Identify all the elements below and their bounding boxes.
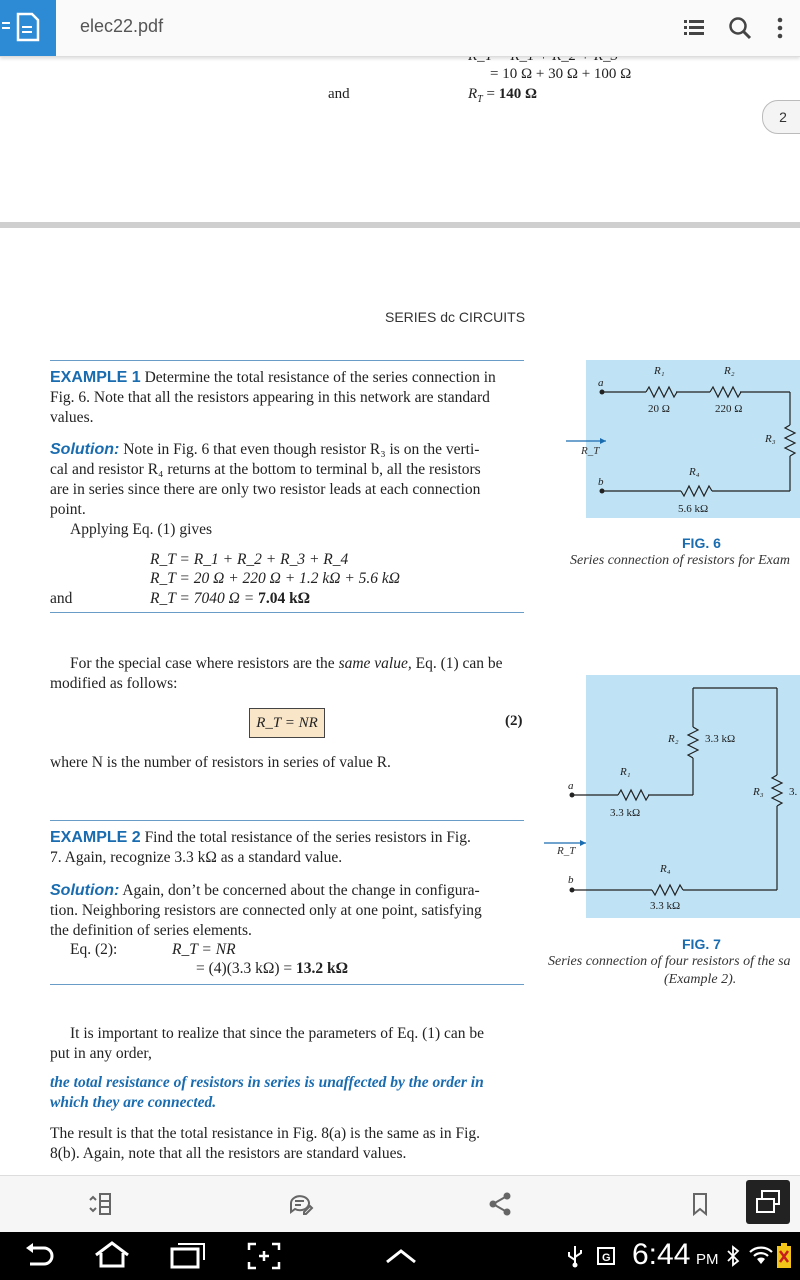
status-clock: 6:44	[632, 1238, 691, 1271]
fig6-label-r1: R₁	[654, 365, 665, 377]
document-title: elec22.pdf	[80, 16, 164, 36]
system-nav-bar	[0, 1232, 800, 1280]
example2-solution: Solution: Again, don’t be concerned about the change in configura- tion. Neighboring resistors are connected only at one point, satisfying the definition of series elements.	[50, 882, 482, 939]
fig7-value-r4: 3.3 kΩ	[650, 900, 681, 912]
page-separator	[0, 222, 800, 228]
multi-window-icon[interactable]	[746, 1180, 790, 1224]
screenshot-icon[interactable]	[246, 1241, 282, 1276]
fig6-caption: FIG. 6	[682, 535, 721, 551]
status-ampm: PM	[696, 1251, 719, 1268]
example1-and-label: and	[50, 590, 73, 607]
share-icon[interactable]	[486, 1190, 514, 1223]
fig7-terminal-a	[570, 793, 575, 798]
recents-icon[interactable]	[168, 1241, 208, 1276]
fig7-label-rt: R_T	[557, 845, 576, 857]
document-app-icon[interactable]	[0, 0, 56, 56]
example2-label: EXAMPLE 2	[50, 829, 141, 846]
fig7-value-r2: 3.3 kΩ	[705, 733, 736, 745]
back-icon[interactable]	[22, 1242, 58, 1275]
fig7-description-line2: (Example 2).	[664, 972, 737, 987]
fig7-label-a: a	[568, 780, 574, 792]
usb-icon	[566, 1244, 584, 1273]
example1-eq1: R_T = R_1 + R_2 + R_3 + R_4	[150, 551, 349, 568]
example2-eq-label: Eq. (2):	[70, 941, 118, 958]
example1-solution: Solution: Note in Fig. 6 that even though resistor R₃ is on the verti- cal and resistor R₄ returns at the bottom to terminal b, all the resistors are in series since there are only two resistor leads at each connection point. Applying Eq. (1) gives	[50, 441, 481, 538]
wifi-icon	[748, 1244, 774, 1273]
example1-bottom-rule	[50, 612, 524, 613]
prev-and-label: and	[328, 86, 350, 102]
fig6-label-r3: R₃	[765, 433, 776, 445]
battery-icon	[776, 1242, 792, 1275]
reader-toolbar	[0, 1175, 800, 1233]
fig7-label-r4: R₄	[660, 863, 671, 875]
example1-eq3: R_T = 7040 Ω = 7.04 kΩ	[150, 590, 311, 607]
fig7-label-r1: R₁	[620, 766, 631, 778]
order-paragraph: It is important to realize that since the parameters of Eq. (1) can be put in any order,	[50, 1025, 485, 1062]
example2-bottom-rule	[50, 984, 524, 985]
running-header: SERIES dc CIRCUITS	[385, 309, 526, 325]
fig7-label-r3: R₃	[753, 786, 764, 798]
example2-solution-label: Solution:	[50, 882, 120, 899]
fig6-terminal-b	[600, 489, 605, 494]
fig6-circuit	[540, 355, 800, 525]
bluetooth-icon	[725, 1244, 741, 1273]
fig7-terminal-b	[570, 888, 575, 893]
more-vert-icon[interactable]	[766, 14, 794, 42]
prev-eq-line3: $R_T = 140$ Ω	[468, 86, 537, 105]
search-icon[interactable]	[726, 14, 754, 42]
home-icon[interactable]	[92, 1240, 132, 1275]
example2-eq1: R_T = NR	[172, 941, 236, 958]
fig6-label-b: b	[598, 476, 604, 488]
boxed-equation: R_T = NR	[249, 708, 325, 738]
top-app-bar	[0, 0, 800, 57]
example2-block: EXAMPLE 2 Find the total resistance of the series resistors in Fig. 7. Again, recognize 3.3 kΩ as a standard value.	[50, 829, 471, 866]
fig6-description: Series connection of resistors for Exam	[570, 553, 790, 568]
emphasis-statement: the total resistance of resistors in series is unaffected by the order in which they are connected.	[50, 1074, 484, 1111]
chevron-up-icon[interactable]	[384, 1246, 418, 1271]
fig6-label-a: a	[598, 377, 604, 389]
fig7-label-b: b	[568, 874, 574, 886]
fig7-value-r3: 3.	[789, 786, 798, 798]
fig6-label-rt: R_T	[581, 445, 600, 457]
google-icon	[596, 1244, 618, 1273]
equation-number: (2)	[505, 713, 523, 729]
list-icon[interactable]	[680, 14, 708, 42]
example2-top-rule	[50, 820, 524, 821]
page-number-badge[interactable]: 2	[762, 100, 800, 134]
fig7-label-r2: R₂	[668, 733, 679, 745]
bookmark-icon[interactable]	[686, 1190, 714, 1223]
fig6-terminal-a	[600, 390, 605, 395]
fig7-caption: FIG. 7	[682, 936, 721, 952]
example1-label: EXAMPLE 1	[50, 369, 141, 386]
example1-eq2: R_T = 20 Ω + 220 Ω + 1.2 kΩ + 5.6 kΩ	[150, 570, 400, 587]
comment-edit-icon[interactable]	[286, 1190, 314, 1223]
example1-top-rule	[50, 360, 524, 361]
fig7-description-line1: Series connection of four resistors of the sa	[548, 954, 791, 969]
example1-solution-label: Solution:	[50, 441, 120, 458]
example2-eq2: = (4)(3.3 kΩ) = 13.2 kΩ	[196, 960, 349, 977]
fig6-value-r4: 5.6 kΩ	[678, 503, 709, 515]
fig6-value-r2: 220 Ω	[715, 403, 743, 415]
fig6-label-r2: R₂	[724, 365, 735, 377]
special-case-paragraph: For the special case where resistors are the same value, Eq. (1) can be modified as follows:	[50, 655, 503, 692]
where-text: where N is the number of resistors in series of value R.	[50, 754, 391, 771]
svg-text:G: G	[602, 1252, 611, 1264]
prev-eq-line2: = 10 Ω + 30 Ω + 100 Ω	[490, 66, 632, 82]
example1-block: EXAMPLE 1 Determine the total resistance of the series connection in Fig. 6. Note that all the resistors appearing in this network are standard values.	[50, 369, 496, 426]
fig6-label-r4: R₄	[689, 466, 700, 478]
fig7-value-r1: 3.3 kΩ	[610, 807, 641, 819]
fig6-value-r1: 20 Ω	[648, 403, 670, 415]
result-paragraph: The result is that the total resistance in Fig. 8(a) is the same as in Fig. 8(b). Again, note that all the resistors are standard values.	[50, 1125, 481, 1162]
crop-icon[interactable]	[86, 1190, 114, 1223]
